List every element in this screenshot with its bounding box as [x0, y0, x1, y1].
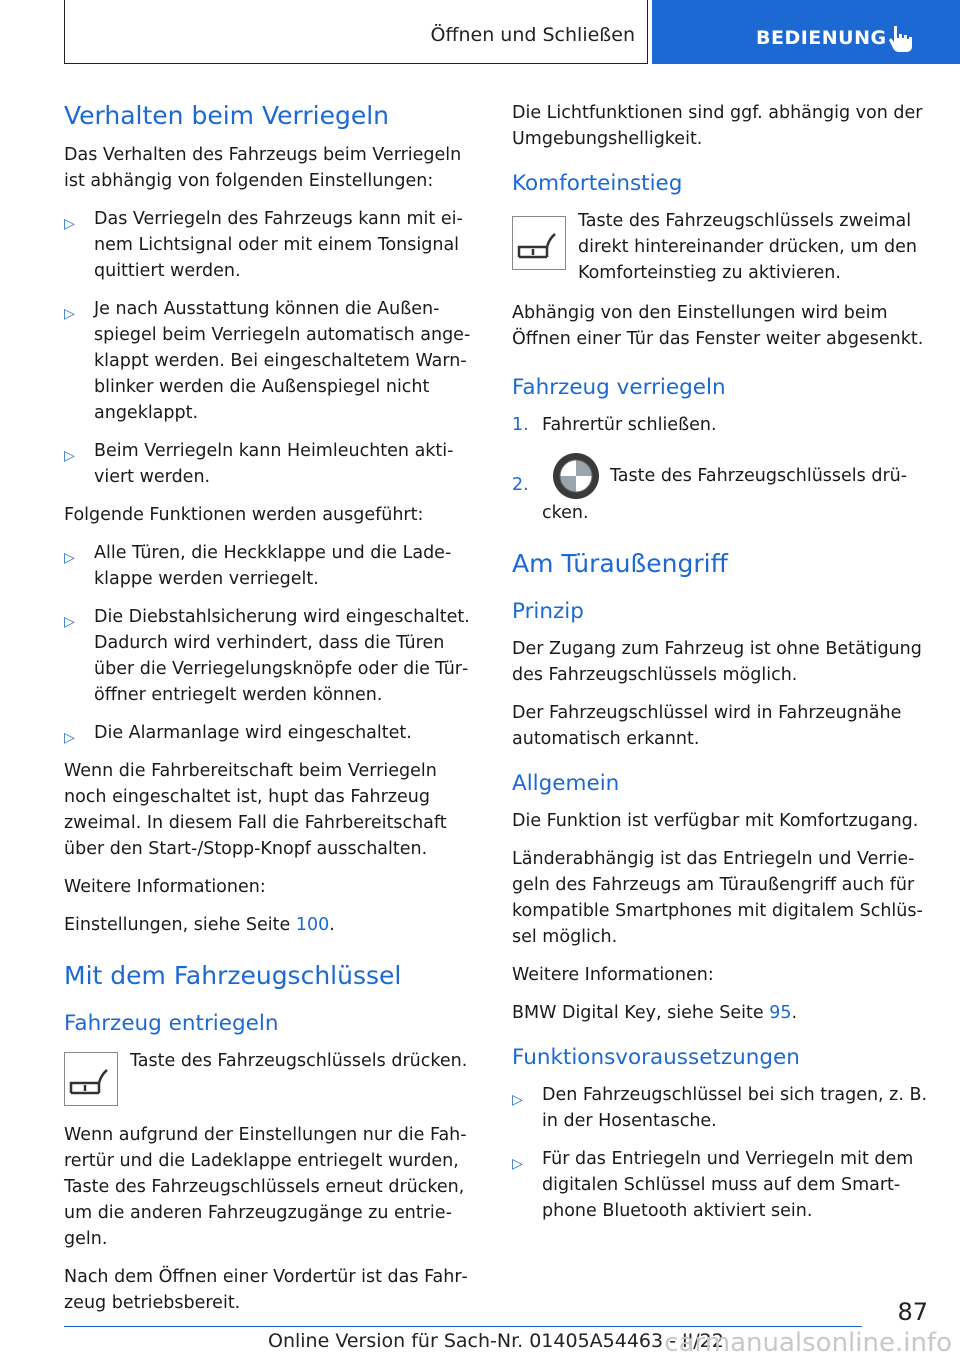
list-item: 2. Taste des Fahrzeugschlüssels drücken.	[512, 452, 930, 526]
header-chapter-tab[interactable]	[652, 0, 960, 64]
right-column	[512, 100, 930, 1236]
heading-prinzip: Prinzip	[512, 599, 584, 624]
triangle-bullet-icon: ▷	[512, 1092, 523, 1108]
page-link-95[interactable]: 95	[769, 1003, 792, 1023]
paragraph-weitere-info: Weitere Informationen:	[512, 965, 714, 985]
step-number: 1.	[512, 415, 529, 435]
heading-funktionsvoraussetzungen: Funktionsvoraussetzungen	[512, 1045, 800, 1070]
list-item: ▷ Die Diebstahlsicherung wird eingeschaltet. Dadurch wird verhindert, dass die Türen über die Verriegelungsknöpfe oder die Türöffner entriegelt werden können.	[64, 607, 470, 705]
heading-verhalten: Verhalten beim Verriegeln	[64, 101, 389, 130]
paragraph-abhaengig: Abhängig von den Einstellungen wird beim Öffnen einer Tür das Fenster weiter abgesenkt.	[512, 303, 924, 349]
heading-entriegeln: Fahrzeug entriegeln	[64, 1011, 279, 1036]
triangle-bullet-icon: ▷	[64, 216, 75, 232]
triangle-bullet-icon: ▷	[64, 306, 75, 322]
list-item: 1. Fahrertür schließen.	[512, 412, 930, 438]
paragraph-prinzip-2: Der Fahrzeugschlüssel wird in Fahrzeugnähe automatisch erkannt.	[512, 703, 902, 749]
paragraph-allgemein-1: Die Funktion ist verfügbar mit Komfortzugang.	[512, 811, 919, 831]
watermark: carmanualsonline.info	[664, 1328, 952, 1358]
paragraph-lichtfunktionen: Die Lichtfunktionen sind ggf. abhängig von der Umgebungshelligkeit.	[512, 103, 923, 149]
paragraph-folgende: Folgende Funktionen werden ausgeführt:	[64, 505, 424, 525]
triangle-bullet-icon: ▷	[512, 1156, 523, 1172]
page-link-100[interactable]: 100	[295, 915, 330, 935]
list-item: ▷ Beim Verriegeln kann Heimleuchten aktiviert werden.	[64, 441, 454, 487]
bullet-list-settings	[64, 206, 478, 490]
paragraph-wenn-aufgrund: Wenn aufgrund der Einstellungen nur die Fahrertür und die Ladeklappe entriegelt wurden, Taste des Fahrzeugschlüssels erneut drücken, um die anderen Fahrzeugzugänge zu entriegeln.	[64, 1125, 467, 1249]
header-chapter-title: BEDIENUNG	[756, 27, 887, 49]
heading-allgemein: Allgemein	[512, 771, 620, 796]
footer-text: Online Version für Sach-Nr. 01405A54463 - II/22	[268, 1330, 724, 1352]
komfort-instruction	[512, 208, 930, 286]
triangle-bullet-icon: ▷	[64, 448, 75, 464]
hand-pointer-icon	[888, 24, 914, 54]
list-item: ▷ Das Verriegeln des Fahrzeugs kann mit einem Lichtsignal oder mit einem Tonsignal quittiert werden.	[64, 209, 463, 281]
heading-verriegeln: Fahrzeug verriegeln	[512, 375, 726, 400]
triangle-bullet-icon: ▷	[64, 550, 75, 566]
bmw-logo-icon	[552, 452, 600, 500]
steps-list	[512, 412, 930, 526]
paragraph-digital-key-ref: BMW Digital Key, siehe Seite 95.	[512, 1003, 798, 1023]
footer-divider	[64, 1326, 862, 1327]
triangle-bullet-icon: ▷	[64, 614, 75, 630]
paragraph-verhalten: Das Verhalten des Fahrzeugs beim Verriegeln ist abhängig von folgenden Einstellungen:	[64, 145, 462, 191]
unlock-instruction	[64, 1048, 478, 1108]
bullet-list-functions	[64, 540, 478, 746]
header-section-title: Öffnen und Schließen	[430, 24, 635, 46]
list-item: ▷ Alle Türen, die Heckklappe und die Ladeklappe werden verriegelt.	[64, 543, 452, 589]
unlock-button-icon	[512, 216, 566, 270]
paragraph-taste-entriegeln: Taste des Fahrzeugschlüssels drücken.	[130, 1051, 468, 1071]
left-column	[64, 100, 478, 1328]
header-section-box	[64, 0, 648, 64]
paragraph-nach-oeffnen: Nach dem Öffnen einer Vordertür ist das Fahrzeug betriebsbereit.	[64, 1267, 468, 1313]
paragraph-komfort: Taste des Fahrzeugschlüssels zweimal direkt hintereinander drücken, um den Komforteinstieg zu aktivieren.	[578, 211, 917, 283]
paragraph-allgemein-2: Länderabhängig ist das Entriegeln und Verriegeln des Fahrzeugs am Türaußengriff auch für kompatible Smartphones mit digitalem Schlüssel möglich.	[512, 849, 923, 947]
list-item: ▷ Je nach Ausstattung können die Außenspiegel beim Verriegeln automatisch angeklappt werden. Bei eingeschaltetem Warnblinker werden die Außenspiegel nicht angeklappt.	[64, 299, 471, 423]
list-item: ▷ Den Fahrzeugschlüssel bei sich tragen, z. B. in der Hosentasche.	[512, 1085, 928, 1131]
paragraph-prinzip-1: Der Zugang zum Fahrzeug ist ohne Betätigung des Fahrzeugschlüssels möglich.	[512, 639, 922, 685]
paragraph-weitere-info: Weitere Informationen:	[64, 877, 266, 897]
page-number: 87	[897, 1298, 928, 1326]
list-item: ▷ Die Alarmanlage wird eingeschaltet.	[64, 720, 478, 746]
step-number: 2.	[512, 475, 529, 495]
paragraph-fahrbereitschaft: Wenn die Fahrbereitschaft beim Verriegeln noch eingeschaltet ist, hupt das Fahrzeug zweimal. In diesem Fall die Fahrbereitschaft über den Start-/Stopp-Knopf ausschalten.	[64, 761, 447, 859]
heading-tueraussengriff: Am Türaußengriff	[512, 549, 728, 578]
bullet-list-requirements	[512, 1082, 930, 1224]
unlock-button-icon	[64, 1052, 118, 1106]
list-item: ▷ Für das Entriegeln und Verriegeln mit dem digitalen Schlüssel muss auf dem Smartphone Bluetooth aktiviert sein.	[512, 1149, 914, 1221]
triangle-bullet-icon: ▷	[64, 730, 75, 746]
heading-mit-schluessel: Mit dem Fahrzeugschlüssel	[64, 961, 402, 990]
paragraph-einstellungen-ref: Einstellungen, siehe Seite 100.	[64, 915, 335, 935]
heading-komforteinstieg: Komforteinstieg	[512, 171, 683, 196]
